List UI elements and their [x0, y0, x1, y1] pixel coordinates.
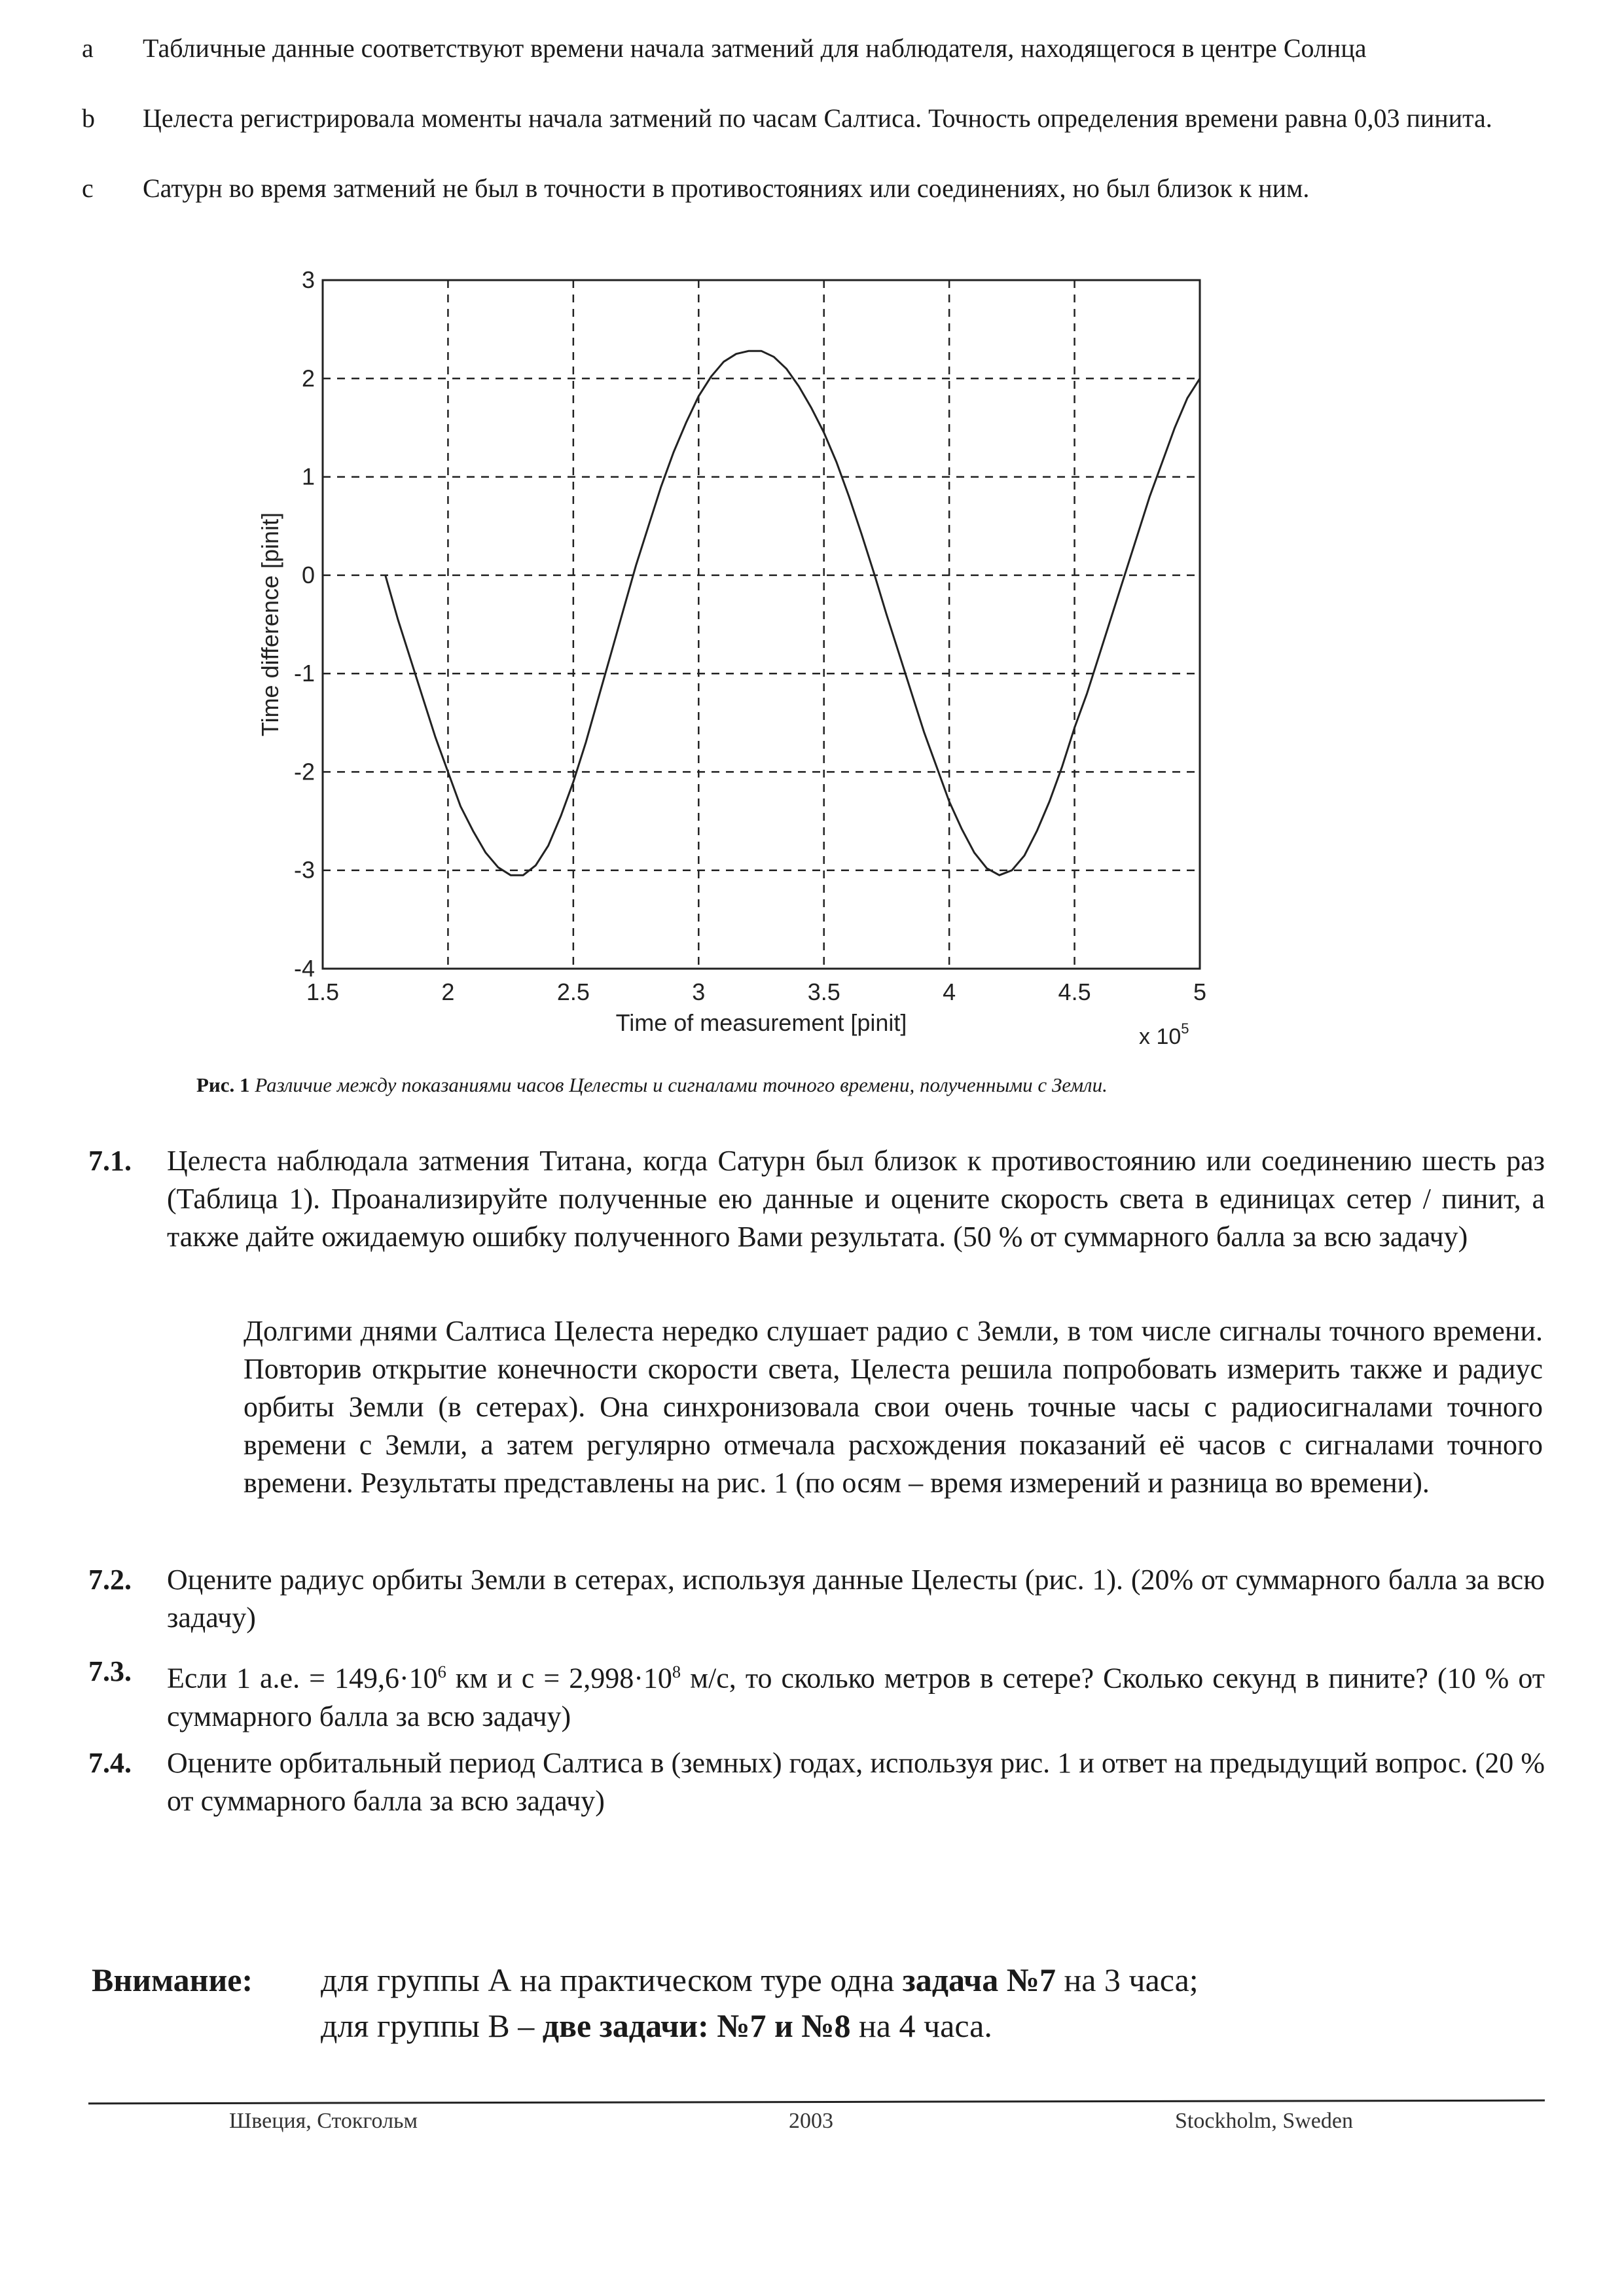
- x-axis-label: Time of measurement [pinit]: [615, 1009, 907, 1036]
- y-tick-label: -2: [293, 758, 315, 785]
- attention-label: Внимание:: [92, 1962, 253, 1998]
- x-tick-label: 1.5: [306, 978, 340, 1005]
- y-tick-label: 2: [301, 365, 315, 392]
- attention-line-2: для группы В – две задачи: №7 и №8 на 4 часа.: [321, 2007, 992, 2044]
- question-number: 7.4.: [88, 1747, 132, 1779]
- grid: [323, 280, 1200, 969]
- question-7-3: [88, 1653, 1545, 1736]
- question-7-2: [88, 1561, 1545, 1637]
- y-tick-label: -1: [293, 660, 315, 687]
- note-letter: c: [82, 173, 94, 203]
- footer-left: Швеция, Стокгольм: [229, 2109, 418, 2133]
- figure-1-chart: [0, 0, 1624, 1073]
- question-7-1: [88, 1142, 1545, 1256]
- y-tick-label: -3: [293, 856, 315, 884]
- caption-text: Различие между показаниями часов Целесты и сигналами точного времени, полученными с Земли.: [255, 1073, 1108, 1096]
- footer-right: Stockholm, Sweden: [1175, 2109, 1353, 2133]
- note-text: Сатурн во время затмений не был в точности в противостояниях или соединениях, но был близок к ним.: [143, 173, 1310, 203]
- y-axis-label: Time difference [pinit]: [257, 512, 283, 737]
- x-multiplier-label: [1139, 1020, 1189, 1049]
- note-letter: b: [82, 103, 95, 133]
- caption-label: Рис. 1: [196, 1073, 250, 1096]
- y-tick-label: -4: [293, 955, 315, 982]
- question-text: Если 1 а.е. = $149,6\cdot 10^6$ км и $c = 2,998\cdot 10^8$ м/с, то сколько метров в сетере? Сколько секунд в пините? (10 % от суммарного балла за всю задачу): [167, 1662, 1545, 1732]
- x-tick-label: 2.5: [556, 978, 590, 1005]
- x-tick-label: 2: [441, 978, 455, 1005]
- question-number: 7.2.: [88, 1564, 132, 1596]
- x-multiplier-exp: 5: [1181, 1020, 1189, 1037]
- plot-frame: [323, 280, 1200, 969]
- attention-line-1: для группы А на практическом туре одна задача №7 на 3 часа;: [321, 1962, 1199, 1998]
- y-tick-label: 1: [301, 463, 315, 490]
- x-tick-label: 4: [943, 978, 956, 1005]
- note-text: Целеста регистрировала моменты начала затмений по часам Салтиса. Точность определения времени равна 0,03 пинита.: [143, 103, 1492, 133]
- attention-lines: [321, 1957, 1199, 2049]
- question-number: 7.1.: [88, 1145, 132, 1177]
- figure-caption: [196, 1073, 1440, 1097]
- footer-year: 2003: [789, 2109, 833, 2133]
- question-text: Целеста наблюдала затмения Титана, когда Сатурн был близок к противостоянию или соединению шесть раз (Таблица 1). Проанализируйте полученные ею данные и оцените скорость света в единицах сетер / пинит, а также дайте ожидаемую ошибку полученного Вами результата. (50 % от суммарного балла за всю задачу): [167, 1145, 1545, 1253]
- x-multiplier-base: x 10: [1139, 1024, 1182, 1049]
- question-text: Оцените радиус орбиты Земли в сетерах, используя данные Целесты (рис. 1). (20% от суммарного балла за всю задачу): [167, 1564, 1545, 1634]
- question-text: Оцените орбитальный период Салтиса в (земных) годах, используя рис. 1 и ответ на предыдущий вопрос. (20 % от суммарного балла за всю задачу): [167, 1747, 1545, 1817]
- question-number: 7.3.: [88, 1655, 132, 1687]
- x-tick-label: 3.5: [807, 978, 840, 1005]
- x-tick-label: 3: [692, 978, 706, 1005]
- note-text: Табличные данные соответствуют времени начала затмений для наблюдателя, находящегося в центре Солнца: [143, 33, 1367, 63]
- x-tick-label: 5: [1193, 978, 1207, 1005]
- footer-divider: [88, 2100, 1545, 2105]
- y-tick-label: 0: [301, 561, 315, 588]
- time-difference-line: [386, 351, 1200, 875]
- x-tick-labels: [306, 978, 1206, 1005]
- context-paragraph: Долгими днями Салтиса Целеста нередко слушает радио с Земли, в том числе сигналы точного времени. Повторив открытие конечности скорости света, Целеста решила попробовать измерить также и радиус орбиты Земли (в сетерах). Она синхронизовала свои очень точные часы с радиосигналами точного времени с Земли, а затем регулярно отмечала расхождения показаний её часов с сигналами точного времени. Результаты представлены на рис. 1 (по осям – время измерений и разница во времени).: [244, 1315, 1543, 1499]
- y-tick-label: 3: [301, 266, 315, 293]
- y-tick-labels: [294, 266, 315, 982]
- question-7-4: [88, 1744, 1545, 1820]
- note-letter: a: [82, 33, 94, 63]
- x-tick-label: 4.5: [1058, 978, 1091, 1005]
